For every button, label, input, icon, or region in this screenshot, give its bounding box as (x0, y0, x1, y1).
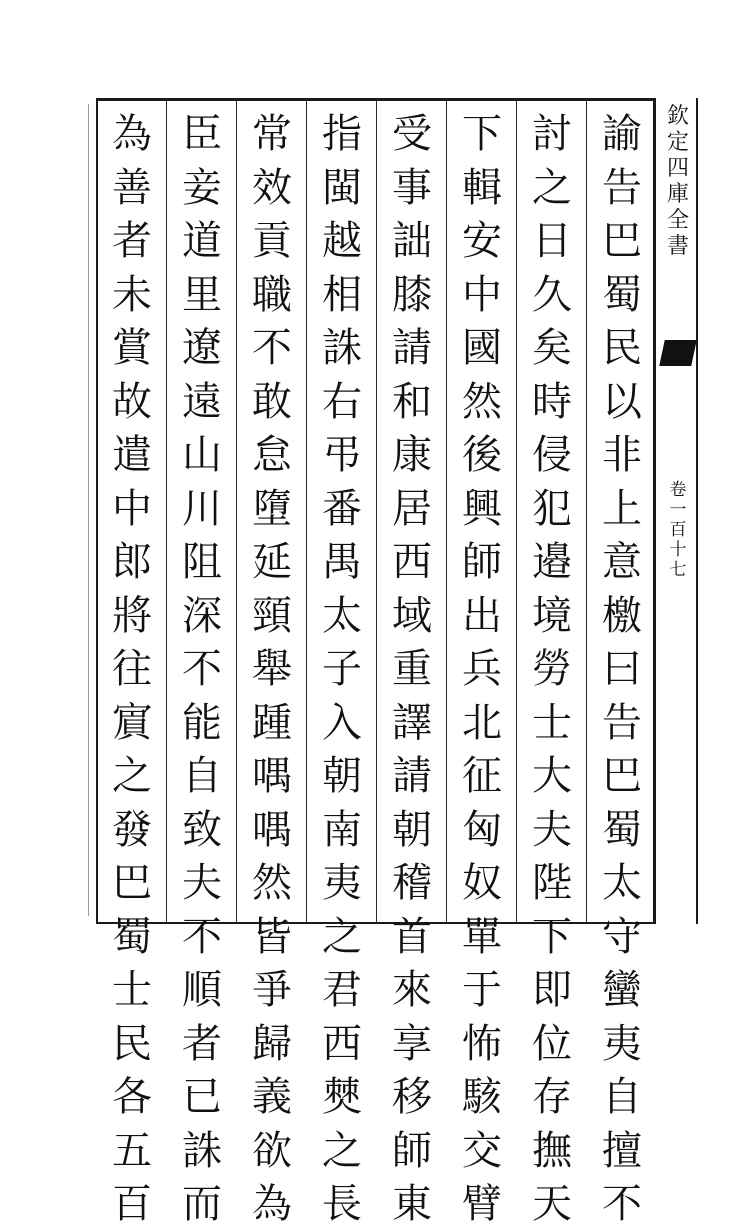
text-character: 蜀 (602, 806, 642, 853)
text-character: 士 (112, 967, 152, 1013)
text-character: 興 (462, 485, 502, 532)
text-character: 延 (252, 539, 292, 585)
text-character: 閩 (322, 164, 362, 211)
text-character: 兵 (462, 646, 502, 692)
text-character: 怠 (252, 432, 292, 478)
text-character: 之 (532, 164, 572, 211)
text-character: 巴 (602, 218, 642, 264)
text-character: 臣 (182, 111, 222, 157)
text-column-6 (245, 108, 299, 1227)
text-character: 事 (392, 164, 432, 211)
margin-juan-character: 七 (669, 560, 687, 580)
text-character: 敢 (252, 378, 292, 425)
text-character: 犯 (532, 485, 572, 532)
page-left-edge (88, 104, 89, 916)
margin-juan-character: 百 (669, 520, 687, 540)
text-character: 為 (112, 111, 152, 157)
text-character: 之 (322, 913, 362, 960)
margin-juan-character: 十 (669, 540, 687, 560)
margin-title-character: 四 (666, 156, 689, 181)
margin-juan-number (658, 480, 698, 580)
text-character: 匈 (462, 806, 502, 853)
text-character: 北 (462, 699, 502, 746)
text-character: 義 (252, 1074, 292, 1120)
text-character: 存 (532, 1074, 572, 1120)
text-character: 上 (602, 485, 642, 532)
text-character: 踵 (252, 699, 292, 746)
text-character: 太 (602, 860, 642, 906)
text-character: 各 (112, 1074, 152, 1120)
text-column-3 (455, 108, 509, 1227)
text-character: 請 (392, 325, 432, 371)
text-character: 自 (182, 753, 222, 799)
text-character: 遼 (182, 325, 222, 371)
text-character: 居 (392, 485, 432, 532)
text-column-8 (105, 108, 159, 1227)
text-character: 即 (532, 967, 572, 1013)
text-character: 指 (322, 111, 362, 157)
text-character: 境 (532, 592, 572, 639)
column-rule (236, 100, 237, 922)
column-rule (306, 100, 307, 922)
margin-juan-character: 卷 (669, 480, 687, 500)
text-character: 皆 (252, 913, 292, 960)
text-character: 士 (532, 699, 572, 746)
margin-juan-character: 一 (669, 500, 687, 520)
text-character: 朝 (322, 753, 362, 799)
text-character: 賔 (112, 699, 152, 746)
text-character: 之 (322, 1127, 362, 1174)
text-character: 出 (462, 592, 502, 639)
text-character: 位 (532, 1020, 572, 1067)
text-character: 南 (322, 806, 362, 853)
text-column-7 (175, 108, 229, 1227)
text-character: 下 (532, 913, 572, 960)
text-character: 中 (462, 271, 502, 318)
text-character: 墮 (252, 485, 292, 532)
text-character: 自 (602, 1074, 642, 1120)
text-character: 頸 (252, 592, 292, 639)
text-character: 移 (392, 1074, 432, 1120)
fish-tail-mark (659, 340, 697, 366)
text-character: 將 (112, 592, 152, 639)
text-character: 往 (112, 646, 152, 692)
text-character: 長 (322, 1181, 362, 1227)
text-character: 禺 (322, 539, 362, 585)
text-character: 喁 (252, 806, 292, 853)
text-character: 域 (392, 592, 432, 639)
text-character: 檄 (602, 592, 642, 639)
text-character: 駭 (462, 1074, 502, 1120)
text-character: 致 (182, 806, 222, 853)
text-character: 不 (182, 913, 222, 960)
column-rule (586, 100, 587, 922)
text-character: 爭 (252, 967, 292, 1013)
text-character: 君 (322, 967, 362, 1013)
text-character: 能 (182, 699, 222, 746)
text-character: 輯 (462, 164, 502, 211)
text-character: 告 (602, 164, 642, 211)
text-character: 百 (112, 1181, 152, 1227)
text-character: 享 (392, 1020, 432, 1067)
text-character: 川 (182, 485, 222, 532)
text-character: 夫 (532, 806, 572, 853)
text-character: 誅 (182, 1127, 222, 1174)
text-character: 者 (112, 218, 152, 264)
text-character: 遣 (112, 432, 152, 478)
text-character: 擅 (602, 1127, 642, 1174)
text-character: 發 (112, 806, 152, 853)
text-character: 告 (602, 699, 642, 746)
text-character: 時 (532, 378, 572, 425)
text-character: 不 (252, 325, 292, 371)
text-character: 意 (602, 539, 642, 585)
text-character: 道 (182, 218, 222, 264)
text-character: 番 (322, 485, 362, 532)
text-character: 妾 (182, 164, 222, 211)
text-character: 稽 (392, 860, 432, 906)
text-character: 守 (602, 913, 642, 960)
text-character: 勞 (532, 646, 572, 692)
text-character: 矣 (532, 325, 572, 371)
text-character: 請 (392, 753, 432, 799)
text-character: 入 (322, 699, 362, 746)
text-character: 未 (112, 271, 152, 318)
text-character: 歸 (252, 1020, 292, 1067)
text-character: 喁 (252, 753, 292, 799)
text-character: 康 (392, 432, 432, 478)
text-character: 越 (322, 218, 362, 264)
text-character: 重 (392, 646, 432, 692)
text-character: 蜀 (602, 271, 642, 318)
text-character: 故 (112, 378, 152, 425)
text-character: 久 (532, 271, 572, 318)
text-character: 國 (462, 325, 502, 371)
text-column-2 (525, 108, 579, 1227)
text-character: 順 (182, 967, 222, 1013)
text-character: 民 (112, 1020, 152, 1067)
text-character: 日 (532, 218, 572, 264)
text-character: 撫 (532, 1127, 572, 1174)
text-character: 已 (182, 1074, 222, 1120)
text-character: 效 (252, 164, 292, 211)
margin-book-title (658, 104, 698, 260)
text-character: 相 (322, 271, 362, 318)
margin-title-character: 全 (666, 208, 689, 233)
text-character: 太 (322, 592, 362, 639)
text-character: 師 (462, 539, 502, 585)
text-character: 夫 (182, 860, 222, 906)
text-character: 蜀 (112, 913, 152, 960)
column-rule (166, 100, 167, 922)
text-column-4 (385, 108, 439, 1227)
text-character: 舉 (252, 646, 292, 692)
text-column-1 (595, 108, 649, 1227)
text-character: 職 (252, 271, 292, 318)
text-character: 邉 (532, 539, 572, 585)
text-character: 阻 (182, 539, 222, 585)
text-character: 天 (532, 1181, 572, 1227)
text-character: 誅 (322, 325, 362, 371)
text-character: 民 (602, 325, 642, 371)
margin-title-character: 定 (666, 130, 689, 155)
text-character: 夷 (322, 860, 362, 906)
text-character: 然 (252, 860, 292, 906)
text-character: 來 (392, 967, 432, 1013)
text-character: 深 (182, 592, 222, 639)
text-character: 下 (462, 111, 502, 157)
text-character: 曰 (602, 646, 642, 692)
text-character: 里 (182, 271, 222, 318)
text-character: 西 (392, 539, 432, 585)
text-character: 膝 (392, 271, 432, 318)
text-character: 奴 (462, 860, 502, 906)
text-character: 征 (462, 753, 502, 799)
text-character: 朝 (392, 806, 432, 853)
text-character: 夷 (602, 1020, 642, 1067)
text-character: 巴 (112, 860, 152, 906)
column-rule (376, 100, 377, 922)
text-character: 安 (462, 218, 502, 264)
text-character: 和 (392, 378, 432, 425)
text-character: 侵 (532, 432, 572, 478)
text-character: 不 (182, 646, 222, 692)
text-character: 而 (182, 1181, 222, 1227)
text-character: 首 (392, 913, 432, 960)
text-character: 之 (112, 753, 152, 799)
text-character: 于 (462, 967, 502, 1013)
text-character: 師 (392, 1127, 432, 1174)
text-character: 諭 (602, 111, 642, 157)
text-character: 大 (532, 753, 572, 799)
text-column-5 (315, 108, 369, 1227)
text-character: 交 (462, 1127, 502, 1174)
text-character: 受 (392, 111, 432, 157)
text-character: 賞 (112, 325, 152, 371)
text-character: 中 (112, 485, 152, 532)
text-character: 單 (462, 913, 502, 960)
text-character: 臂 (462, 1181, 502, 1227)
text-character: 右 (322, 378, 362, 425)
text-character: 然 (462, 378, 502, 425)
text-character: 討 (532, 111, 572, 157)
text-character: 欲 (252, 1127, 292, 1174)
text-character: 東 (392, 1181, 432, 1227)
margin-title-character: 庫 (666, 182, 689, 207)
text-character: 為 (252, 1181, 292, 1227)
text-character: 僰 (322, 1074, 362, 1120)
text-character: 弔 (322, 432, 362, 478)
text-character: 陛 (532, 860, 572, 906)
text-character: 郎 (112, 539, 152, 585)
text-character: 山 (182, 432, 222, 478)
text-character: 貢 (252, 218, 292, 264)
text-character: 善 (112, 164, 152, 211)
text-character: 巴 (602, 753, 642, 799)
margin-title-character: 欽 (666, 104, 689, 129)
text-character: 遠 (182, 378, 222, 425)
margin-title-character: 書 (666, 234, 689, 259)
text-character: 者 (182, 1020, 222, 1067)
text-character: 譯 (392, 699, 432, 746)
text-character: 非 (602, 432, 642, 478)
column-rule (446, 100, 447, 922)
text-character: 西 (322, 1020, 362, 1067)
text-character: 常 (252, 111, 292, 157)
column-rule (516, 100, 517, 922)
text-character: 後 (462, 432, 502, 478)
text-character: 子 (322, 646, 362, 692)
text-character: 蠻 (602, 967, 642, 1013)
text-character: 以 (602, 378, 642, 425)
text-character: 五 (112, 1127, 152, 1174)
text-character: 怖 (462, 1020, 502, 1067)
text-character: 不 (602, 1181, 642, 1227)
text-character: 詘 (392, 218, 432, 264)
